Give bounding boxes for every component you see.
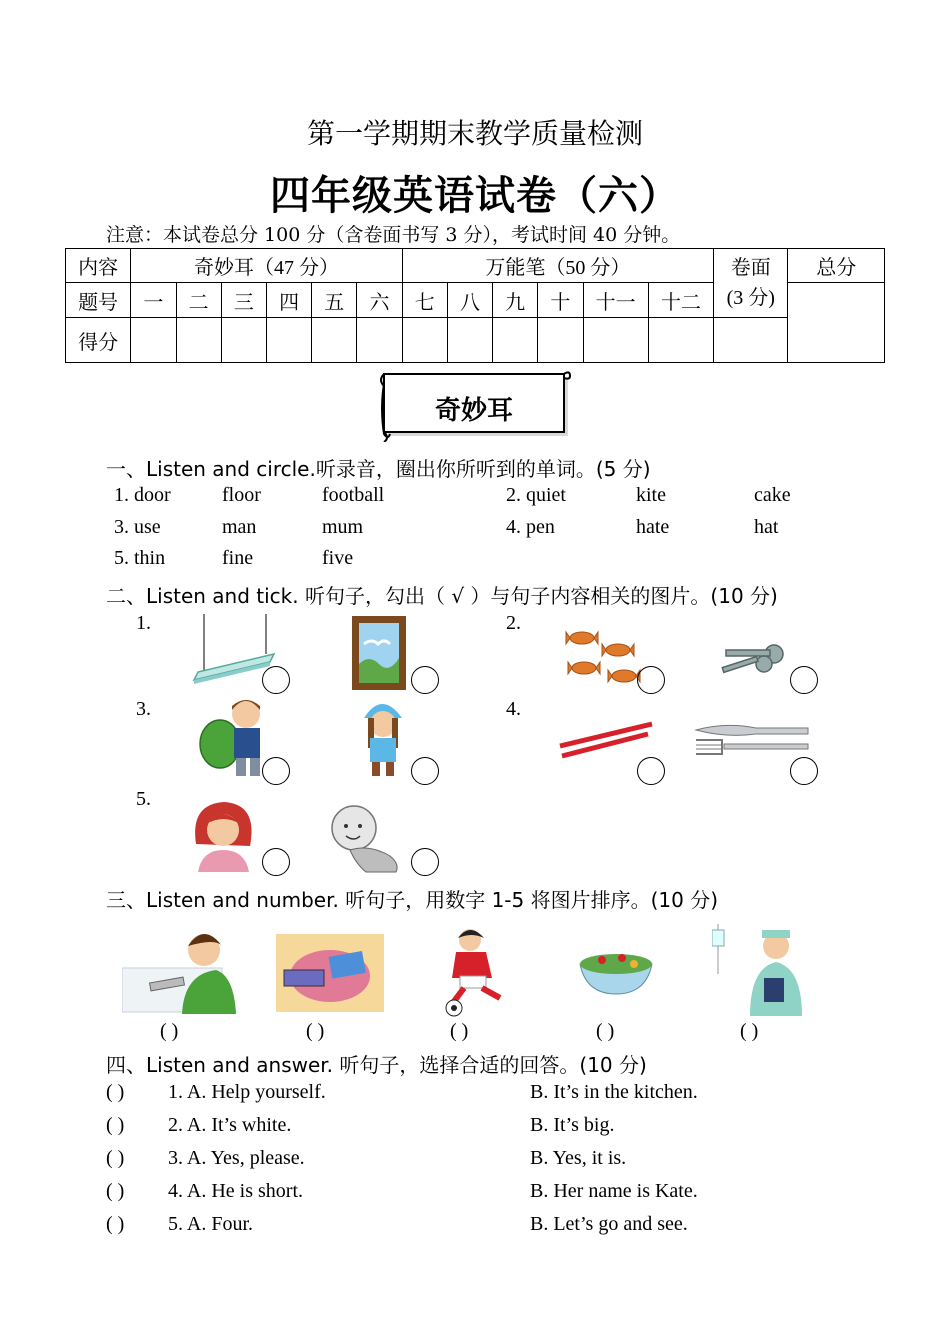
painting-picture (350, 614, 410, 692)
option-word[interactable]: fine (222, 547, 254, 569)
book-in-bag-picture (276, 934, 384, 1012)
answer-circle[interactable] (790, 757, 818, 785)
answer-circle[interactable] (411, 666, 439, 694)
option-b: B. Yes, it is. (530, 1147, 627, 1169)
score-cell[interactable] (648, 318, 713, 363)
subtitle: 第一学期期末教学质量检测 (306, 119, 643, 150)
boy-with-remote-picture (122, 930, 238, 1014)
boy-playing-football-picture (434, 926, 514, 1018)
order-blank[interactable]: ( ) (596, 1020, 615, 1042)
option-a: 4. A. He is short. (168, 1180, 303, 1202)
option-word[interactable]: mum (322, 516, 364, 538)
doctor-picture (712, 924, 806, 1016)
chopsticks-picture (556, 720, 656, 762)
content-label: 内容 (66, 249, 131, 283)
score-cell[interactable] (714, 318, 788, 363)
score-cell[interactable] (357, 318, 402, 363)
girl-with-red-hair-picture (190, 800, 256, 872)
score-cell[interactable] (266, 318, 311, 363)
option-a: 5. A. Four. (168, 1213, 254, 1235)
question-number: 六 (357, 283, 402, 318)
item-number: 4. (506, 698, 521, 720)
score-cell[interactable] (221, 318, 266, 363)
score-cell[interactable] (131, 318, 176, 363)
score-cell[interactable] (538, 318, 583, 363)
question-number: 二 (176, 283, 221, 318)
answer-circle[interactable] (411, 848, 439, 876)
salad-bowl-picture (576, 946, 656, 996)
score-label: 得分 (66, 318, 131, 363)
score-cell[interactable] (583, 318, 648, 363)
question-number: 五 (312, 283, 357, 318)
question-number: 十 (538, 283, 583, 318)
item-number: 1. (136, 612, 151, 634)
order-blank[interactable]: ( ) (160, 1020, 179, 1042)
section1-heading: 一、Listen and circle.听录音，圈出你所听到的单词。(5 分) (106, 457, 651, 481)
option-word[interactable]: 2. quiet (506, 484, 566, 506)
score-cell[interactable] (176, 318, 221, 363)
question-number: 四 (266, 283, 311, 318)
option-word[interactable]: five (322, 547, 354, 569)
option-word[interactable]: man (222, 516, 257, 538)
group-ears: 奇妙耳（47 分） (131, 249, 402, 283)
section2-heading: 二、Listen and tick. 听句子，勾出（ √ ）与句子内容相关的图片。(10 分) (106, 584, 778, 608)
option-word[interactable]: hat (754, 516, 779, 538)
answer-circle[interactable] (637, 666, 665, 694)
option-a: 3. A. Yes, please. (168, 1147, 305, 1169)
neatness-label: 卷面 (730, 257, 771, 279)
answer-circle[interactable] (262, 666, 290, 694)
knife-and-fork-picture (692, 720, 812, 760)
item-number: 2. (506, 612, 521, 634)
score-cell[interactable] (312, 318, 357, 363)
answer-circle[interactable] (262, 757, 290, 785)
question-number: 十二 (648, 283, 713, 318)
option-a: 1. A. Help yourself. (168, 1081, 326, 1103)
neatness-header (714, 249, 788, 318)
boy-with-backpack-picture (198, 694, 268, 778)
score-cell[interactable] (493, 318, 538, 363)
question-number: 九 (493, 283, 538, 318)
girl-in-winter-hat-picture (354, 694, 412, 778)
order-blank[interactable]: ( ) (450, 1020, 469, 1042)
option-word[interactable]: kite (636, 484, 666, 506)
item-number: 5. (136, 788, 151, 810)
option-b: B. Let’s go and see. (530, 1213, 688, 1235)
score-table (65, 248, 885, 363)
option-word[interactable]: floor (222, 484, 261, 506)
total-score-cell[interactable] (788, 283, 885, 363)
question-number: 八 (447, 283, 492, 318)
answer-blank[interactable]: ( ) (106, 1147, 125, 1169)
answer-circle[interactable] (411, 757, 439, 785)
question-number: 三 (221, 283, 266, 318)
answer-blank[interactable]: ( ) (106, 1213, 125, 1235)
option-b: B. Her name is Kate. (530, 1180, 698, 1202)
option-word[interactable]: 4. pen (506, 516, 555, 538)
number-label: 题号 (66, 283, 131, 318)
keys-picture (712, 640, 798, 680)
answer-circle[interactable] (262, 848, 290, 876)
option-b: B. It’s big. (530, 1114, 615, 1136)
score-cell[interactable] (402, 318, 447, 363)
question-number: 一 (131, 283, 176, 318)
option-word[interactable]: 5. thin (114, 547, 166, 569)
option-a: 2. A. It’s white. (168, 1114, 292, 1136)
answer-blank[interactable]: ( ) (106, 1114, 125, 1136)
baby-crawling-picture (326, 800, 406, 874)
question-number: 十一 (583, 283, 648, 318)
neatness-points: (3 分) (726, 287, 775, 309)
banner-title: 奇妙耳 (434, 396, 513, 426)
question-number: 七 (402, 283, 447, 318)
page-title: 四年级英语试卷（六） (270, 173, 680, 219)
option-word[interactable]: cake (754, 484, 791, 506)
order-blank[interactable]: ( ) (306, 1020, 325, 1042)
answer-circle[interactable] (637, 757, 665, 785)
option-b: B. It’s in the kitchen. (530, 1081, 698, 1103)
total-label: 总分 (788, 249, 885, 283)
section4-heading: 四、Listen and answer. 听句子，选择合适的回答。(10 分) (106, 1053, 647, 1077)
score-cell[interactable] (447, 318, 492, 363)
exam-note: 注意：本试卷总分 100 分（含卷面书写 3 分），考试时间 40 分钟。 (106, 224, 681, 246)
option-word[interactable]: football (322, 484, 385, 506)
option-word[interactable]: hate (636, 516, 670, 538)
option-word[interactable]: 3. use (114, 516, 161, 538)
order-blank[interactable]: ( ) (740, 1020, 759, 1042)
item-number: 3. (136, 698, 151, 720)
section3-heading: 三、Listen and number. 听句子，用数字 1-5 将图片排序。(10 分) (106, 888, 719, 912)
answer-blank[interactable]: ( ) (106, 1081, 125, 1103)
group-pen: 万能笔（50 分） (402, 249, 714, 283)
answer-blank[interactable]: ( ) (106, 1180, 125, 1202)
answer-circle[interactable] (790, 666, 818, 694)
option-word[interactable]: 1. door (114, 484, 171, 506)
